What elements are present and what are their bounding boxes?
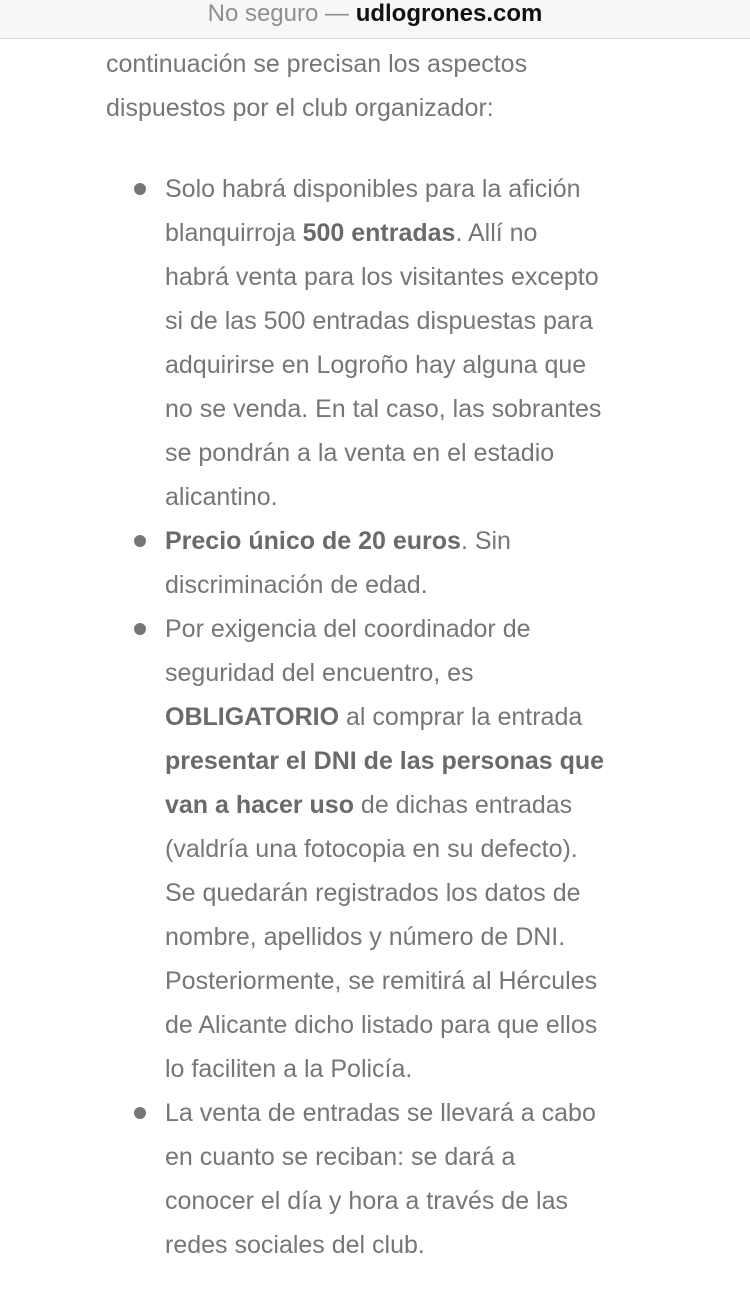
text-line: conocer el día y hora a través de las — [165, 1187, 569, 1215]
text-line — [165, 695, 666, 739]
text-line: redes sociales del club. — [165, 1231, 425, 1259]
text-segment: blanquirroja — [165, 219, 303, 247]
bold-text: Precio único de 20 euros — [165, 527, 461, 555]
intro-paragraph — [106, 42, 666, 130]
text-line: habrá venta para los visitantes excepto — [165, 263, 599, 291]
security-label: No seguro — [207, 0, 319, 27]
url-display[interactable] — [208, 0, 543, 28]
text-line: Por exigencia del coordinador de — [165, 615, 531, 643]
text-line: La venta de entradas se llevará a cabo — [165, 1099, 596, 1127]
url-separator: — — [318, 0, 356, 27]
bullet-dot-icon — [134, 623, 146, 635]
text-line: de Alicante dicho listado para que ellos — [165, 1011, 598, 1039]
list-item — [106, 167, 666, 519]
text-line: alicantino. — [165, 483, 278, 511]
text-line: lo faciliten a la Policía. — [165, 1055, 413, 1083]
text-line: nombre, apellidos y número de DNI. — [165, 923, 566, 951]
bold-text: van a hacer uso — [165, 791, 354, 819]
text-segment: . Sin — [460, 527, 511, 555]
intro-line: dispuestos por el club organizador: — [106, 94, 494, 122]
bullet-dot-icon — [134, 183, 146, 195]
bullet-dot-icon — [134, 535, 146, 547]
text-segment: de dichas entradas — [353, 791, 573, 819]
text-line: Se quedarán registrados los datos de — [165, 879, 581, 907]
bullet-dot-icon — [134, 1107, 146, 1119]
text-line: no se venda. En tal caso, las sobrantes — [165, 395, 602, 423]
text-line — [165, 211, 666, 255]
conditions-list — [106, 167, 666, 1267]
text-line — [165, 739, 666, 783]
list-item — [106, 1091, 666, 1267]
text-line: discriminación de edad. — [165, 571, 428, 599]
text-line: seguridad del encuentro, es — [165, 659, 474, 687]
bold-text: 500 entradas — [302, 219, 456, 247]
address-bar[interactable] — [0, 0, 750, 39]
text-line: en cuanto se reciban: se dará a — [165, 1143, 516, 1171]
bold-text: presentar el DNI de las personas que — [165, 747, 605, 775]
article-body — [106, 42, 666, 1267]
intro-line: continuación se precisan los aspectos — [106, 50, 528, 78]
text-line: si de las 500 entradas dispuestas para — [165, 307, 594, 335]
text-line: adquirirse en Logroño hay alguna que — [165, 351, 587, 379]
text-segment: . Allí no — [455, 219, 538, 247]
bold-text: OBLIGATORIO — [165, 703, 340, 731]
text-line — [165, 783, 666, 827]
text-line — [165, 519, 666, 563]
text-line: se pondrán a la venta en el estadio — [165, 439, 555, 467]
text-line: (valdría una fotocopia en su defecto). — [165, 835, 578, 863]
text-line: Solo habrá disponibles para la afición — [165, 175, 581, 203]
list-item — [106, 519, 666, 607]
list-item — [106, 607, 666, 1091]
text-line: Posteriormente, se remitirá al Hércules — [165, 967, 598, 995]
text-segment: al comprar la entrada — [339, 703, 583, 731]
domain-text: udlogrones.com — [355, 0, 543, 27]
